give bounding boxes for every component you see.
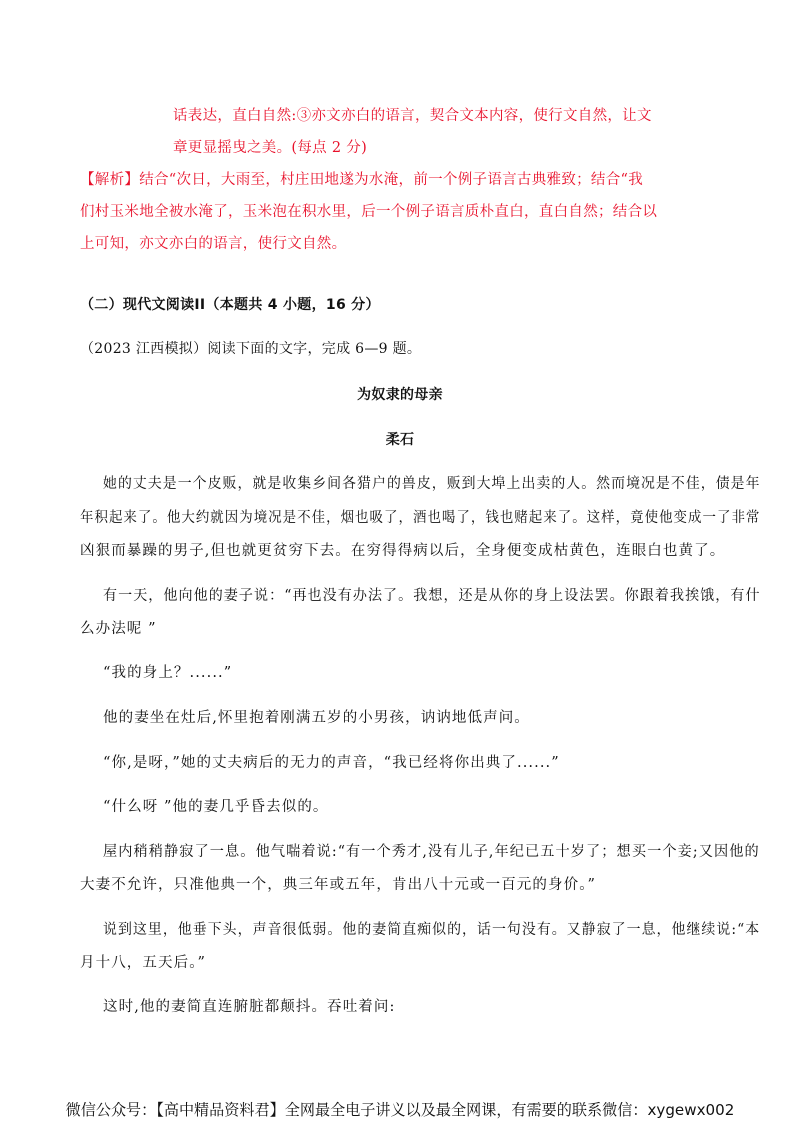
article-author: 柔石 [385, 432, 415, 448]
analysis-line-3: 上可知，亦文亦白的语言，使行文自然。 [80, 236, 347, 252]
analysis-text: 结合“次日，大雨至，村庄田地遂为水淹，前一个例子语言古典雅致；结合“我 [139, 172, 644, 188]
paragraph-6-line-1: “什么呀 ”他的妻几乎昏去似的。 [103, 799, 329, 815]
paragraph-8-line-1: 说到这里，他垂下头，声音很低弱。他的妻简直痴似的，话一句没有。又静寂了一息，他继续说:“本 [103, 922, 761, 938]
footer-contact: 微信公众号：【高中精品资料君】全网最全电子讲义以及最全网课，有需要的联系微信：xygewx002 [65, 1101, 735, 1119]
answer-line-2: 章更显摇曳之美。(每点 2 分) [173, 140, 368, 156]
paragraph-9-line-1: 这时,他的妻简直连腑脏都颠抖。吞吐着问: [103, 999, 396, 1015]
analysis-tag: 【解析】 [80, 172, 140, 188]
paragraph-8-line-2: 月十八，五天后。” [80, 955, 207, 971]
analysis-line-2: 们村玉米地全被水淹了，玉米泡在积水里，后一个例子语言质朴直白，直白自然；结合以 [80, 204, 658, 220]
article-title: 为奴隶的母亲 [357, 387, 443, 403]
paragraph-2-line-2: 么办法呢 ” [80, 621, 157, 637]
paragraph-7-line-1: 屋内稍稍静寂了一息。他气喘着说:“有一个秀才,没有儿子,年纪已五十岁了；想买一个妾;又因他的 [103, 844, 760, 860]
paragraph-1-line-2: 年积起来了。他大约就因为境况是不佳，烟也吸了，酒也喝了，钱也赌起来了。这样，竟使他变成一了非常 [80, 510, 761, 526]
section-heading: （二）现代文阅读II（本题共 4 小题，16 分） [80, 297, 380, 313]
paragraph-4-line-1: 他的妻坐在灶后,怀里抱着刚满五岁的小男孩，讷讷地低声问。 [103, 710, 530, 726]
paragraph-1-line-1: 她的丈夫是一个皮贩，就是收集乡间各猎户的兽皮，贩到大埠上出卖的人。然而境况是不佳，债是年 [103, 476, 761, 492]
answer-line-1: 话表达，直白自然:③亦文亦白的语言，契合文本内容，使行文自然，让文 [173, 108, 652, 124]
paragraph-3-line-1: “我的身上？......” [103, 665, 233, 681]
paragraph-7-line-2: 大妻不允许，只准他典一个，典三年或五年，肯出八十元或一百元的身价。” [80, 877, 597, 893]
paragraph-5-line-1: “你,是呀，”她的丈夫病后的无力的声音，“我已经将你出典了......” [103, 755, 560, 771]
paragraph-1-line-3: 凶狠而暴躁的男子,但也就更贫穷下去。在穷得得病以后，全身便变成枯黄色，连眼白也黄了。 [80, 543, 726, 559]
section-intro: （2023 江西模拟）阅读下面的文字，完成 6—9 题。 [80, 341, 422, 357]
analysis-line-1 [80, 168, 643, 189]
paragraph-2-line-1: 有一天，他向他的妻子说：“再也没有办法了。我想，还是从你的身上设法罢。你跟着我挨饿，有什 [103, 588, 761, 604]
